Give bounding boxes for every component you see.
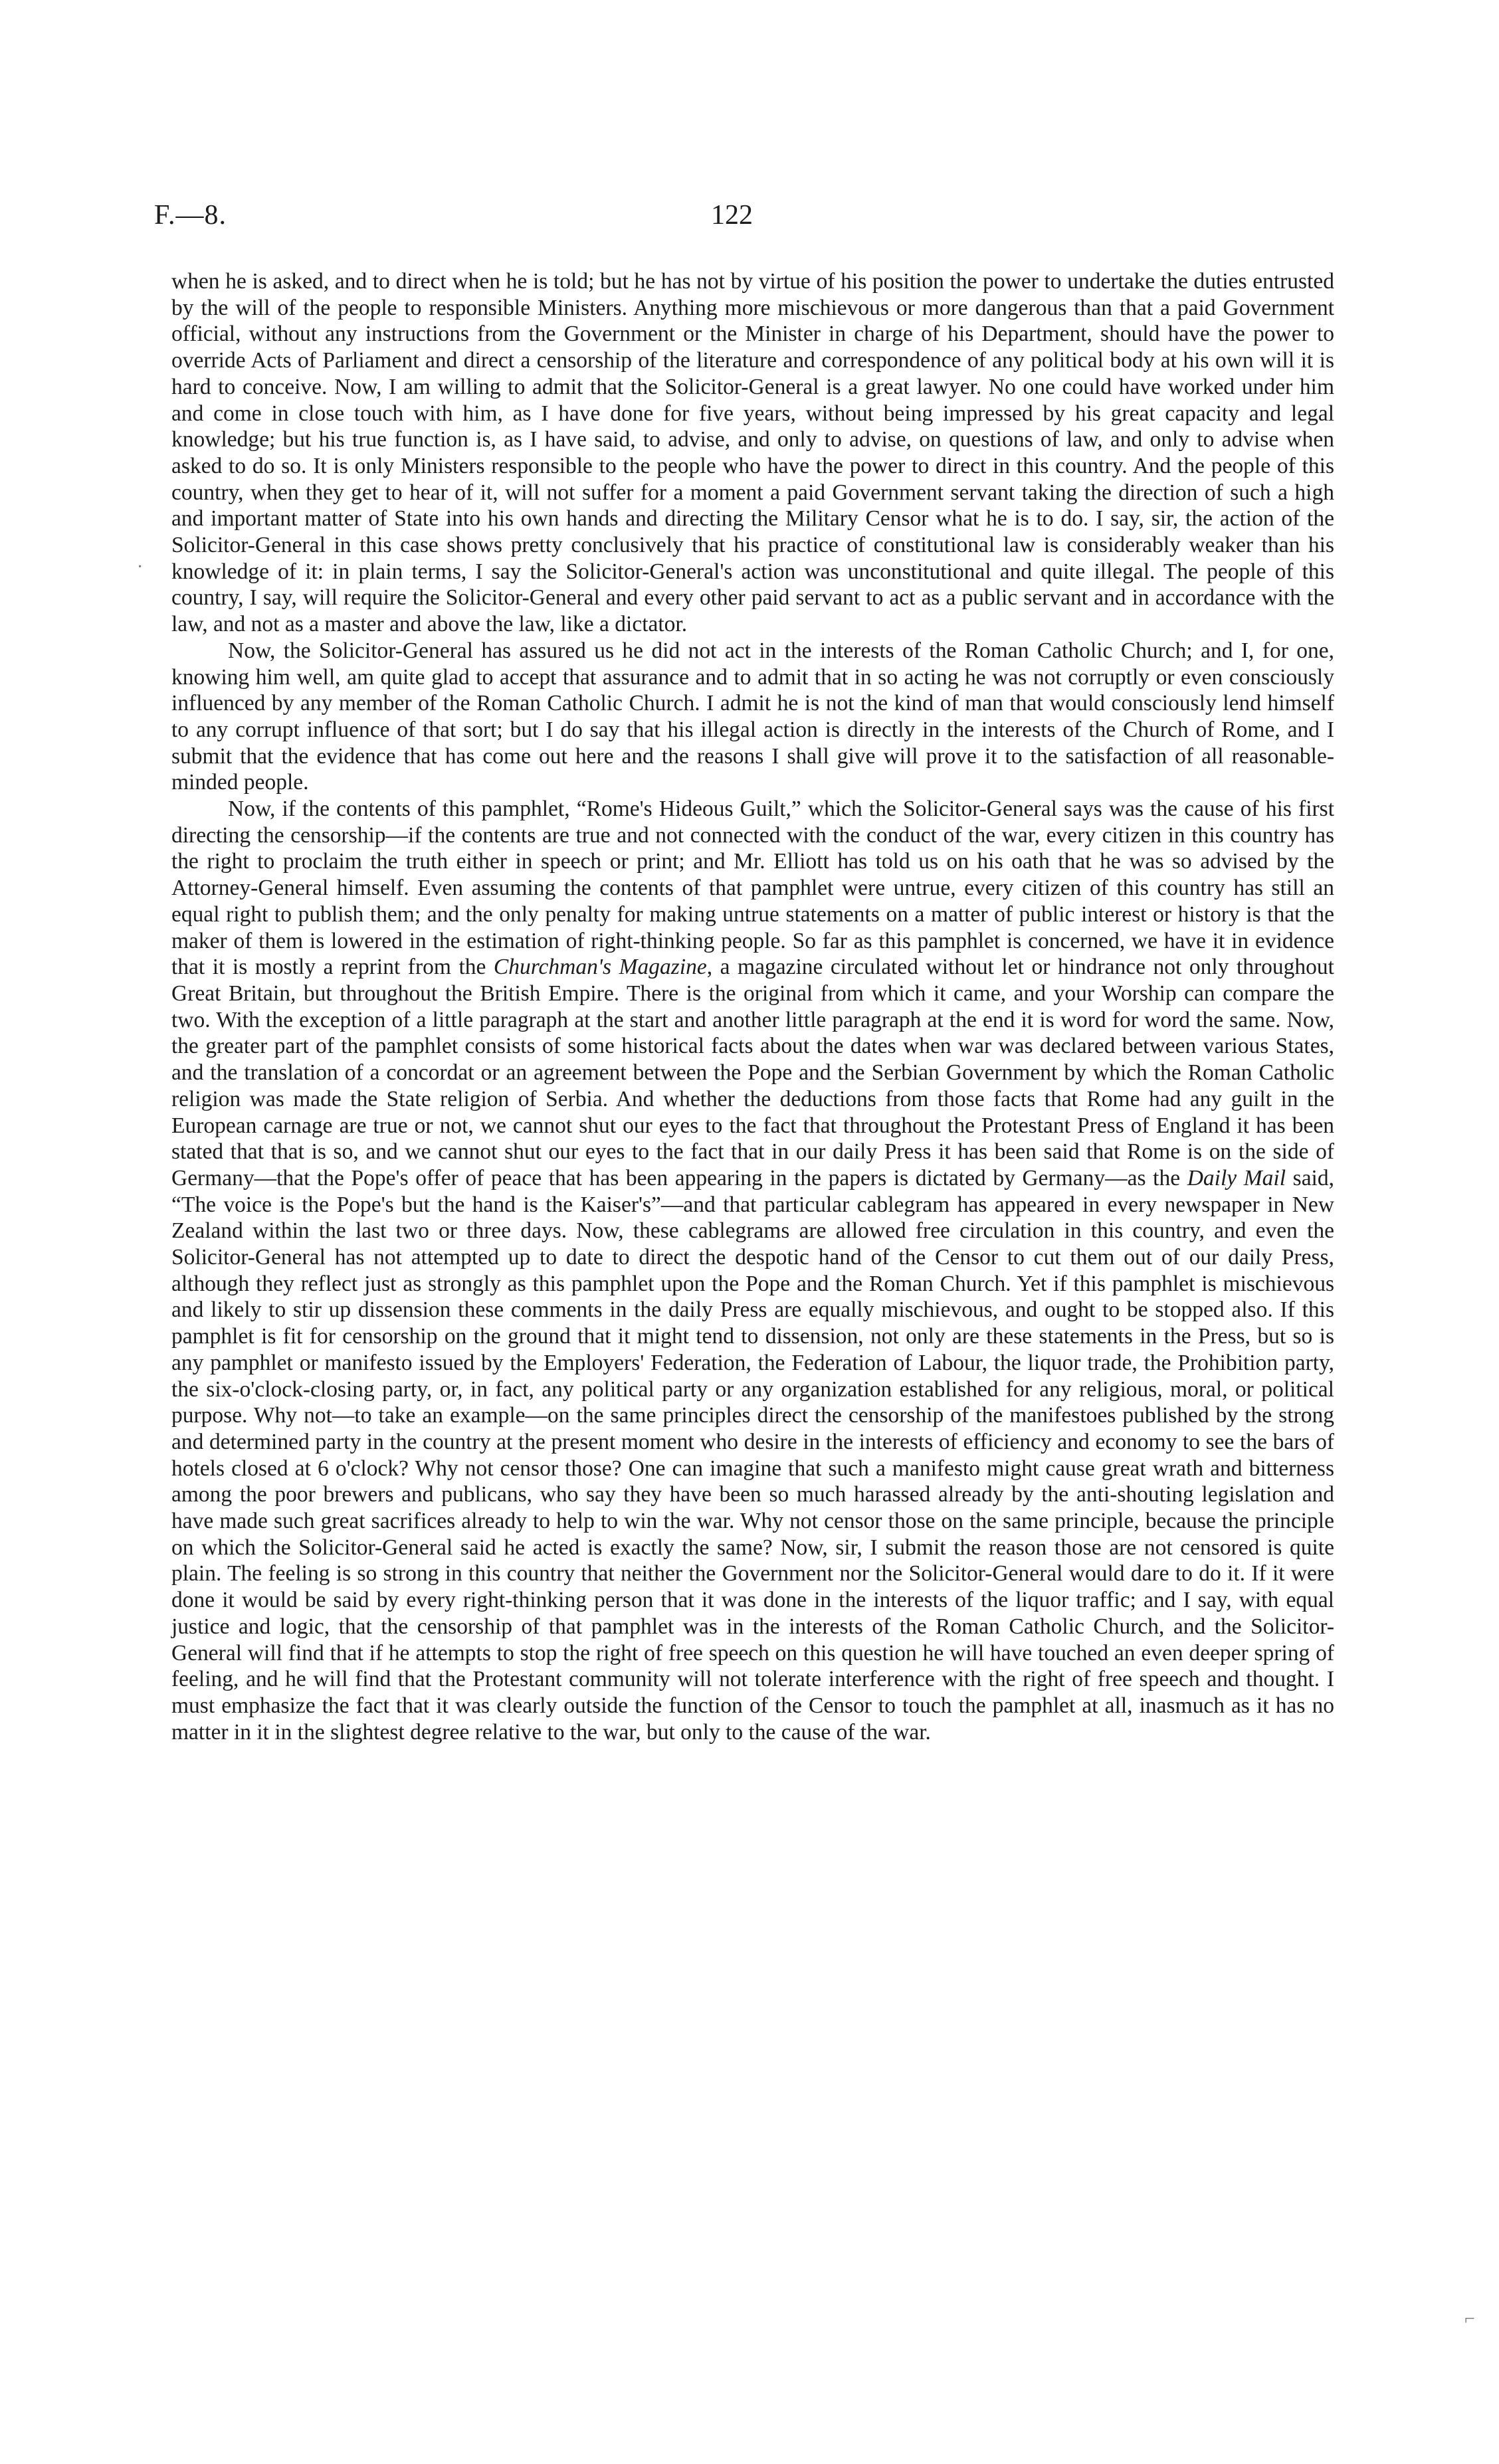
paragraph-3-text-b: , a magazine circulated without let or hindrance not only throughout Great Britain, but throughout the British Empire. There is the original from which it came, and your Worship can compare the two. With the exception of a little paragraph at the start and another little paragraph at the end it is word for word the same. Now, the greater part of the pamphlet consists of some historical facts about the dates when war was declared between various States, and the translation of a concordat or an agreement between the Pope and the Serbian Government by which the Roman Catholic religion was made the State religion of Serbia. And whether the deductions from those facts that Rome had any guilt in the European carnage are true or not, we cannot shut our eyes to the fact that throughout the Protestant Press of England it has been stated that that is so, and we cannot shut our eyes to the fact that in our daily Press it has been said that Rome is on the side of Germany—that the Pope's offer of peace that has been appearing in the papers is dictated by Germany—as the [171, 955, 1334, 1190]
page-header [0, 199, 1499, 239]
paragraph-3 [171, 796, 1334, 1745]
paragraph-2 [171, 638, 1334, 796]
paragraph-3-text-c: said, “The voice is the Pope's but the hand is the Kaiser's”—and that particular cablegram has appeared in every newspaper in New Zealand within the last two or three days. Now, these cablegrams are allowed free circulation in this country, and even the Solicitor-General has not attempted up to date to direct the despotic hand of the Censor to cut them out of our daily Press, although they reflect just as strongly as this pamphlet upon the Pope and the Roman Church. Yet if this pamphlet is mischievous and likely to stir up dissension these comments in the daily Press are equally mischievous, and ought to be stopped also. If this pamphlet is fit for censorship on the ground that it might tend to dissension, not only are these statements in the Press, but so is any pamphlet or manifesto issued by the Employers' Federation, the Federation of Labour, the liquor trade, the Prohibition party, the six-o'clock-closing party, or, in fact, any political party or any organization established for any religious, moral, or political purpose. Why not—to take an example—on the same principles direct the censorship of the manifestoes published by the strong and determined party in the country at the present moment who desire in the interests of efficiency and economy to see the bars of hotels closed at 6 o'clock? Why not censor those? One can imagine that such a manifesto might cause great wrath and bitterness among the poor brewers and publicans, who say they have been so much harassed already by the anti-shouting legislation and have made such great sacrifices already to help to win the war. Why not censor those on the same principle, because the principle on which the Solicitor-General said he acted is exactly the same? Now, sir, I submit the reason those are not censored is quite plain. The feeling is so strong in this country that neither the Government nor the Solicitor-General would dare to do it. If it were done it would be said by every right-thinking person that it was done in the interests of the liquor traffic; and I say, with equal justice and logic, that the censorship of that pamphlet was in the interests of the Roman Catholic Church, and the Solicitor-General will find that if he attempts to stop the right of free speech on this question he will have touched an even deeper spring of feeling, and he will find that the Protestant community will not tolerate interference with the right of free speech and thought. I must emphasize the fact that it was clearly outside the function of the Censor to touch the pamphlet at all, inasmuch as it has no matter in it in the slightest degree relative to the war, but only to the cause of the war. [171, 1165, 1334, 1745]
paragraph-1-text: when he is asked, and to direct when he is told; but he has not by virtue of his position the power to undertake the duties entrusted by the will of the people to responsible Ministers. Anything more mischievous or more dangerous than that a paid Government official, without any instructions from the Government or the Minister in charge of his Department, should have the power to override Acts of Parliament and direct a censorship of the literature and correspondence of any political body at his own will it is hard to conceive. Now, I am willing to admit that the Solicitor-General is a great lawyer. No one could have worked under him and come in close touch with him, as I have done for five years, without being impressed by his great capacity and legal knowledge; but his true function is, as I have said, to advise, and only to advise, on questions of law, and only to advise when asked to do so. It is only Ministers responsible to the people who have the power to direct in this country. And the people of this country, when they get to hear of it, will not suffer for a moment a paid Government servant taking the direction of such a high and important matter of State into his own hands and directing the Military Censor what he is to do. I say, sir, the action of the Solicitor-General in this case shows pretty conclusively that his practice of constitutional law is considerably weaker than his knowledge of it: in plain terms, I say the Solicitor-General's action was unconstitutional and quite illegal. The people of this country, I say, will require the Solicitor-General and every other paid servant to act as a public servant and in accordance with the law, and not as a master and above the law, like a dictator. [171, 269, 1334, 637]
paragraph-2-text: Now, the Solicitor-General has assured us he did not act in the interests of the Roman Catholic Church; and I, for one, knowing him well, am quite glad to accept that assurance and to admit that in so acting he was not corruptly or even consciously influenced by any member of the Roman Catholic Church. I admit he is not the kind of man that would consciously lend himself to any corrupt influence of that sort; but I do say that his illegal action is directly in the interests of the Church of Rome, and I submit that the evidence that has come out here and the reasons I shall give will prove it to the satisfaction of all reasonable-minded people. [171, 638, 1334, 795]
page-number: 122 [711, 200, 753, 231]
paragraph-1 [171, 268, 1334, 638]
margin-dot-mark: · [137, 557, 144, 577]
margin-scratch-mark: ⌐ [1464, 2309, 1475, 2329]
body-text [171, 268, 1334, 1745]
publication-title-daily-mail: Daily Mail [1187, 1165, 1286, 1190]
paragraph-3-text-a: Now, if the contents of this pamphlet, “Rome's Hideous Guilt,” which the Solicitor-General says was the cause of his first directing the censorship—if the contents are true and not connected with the conduct of the war, every citizen in this country has the right to proclaim the truth either in speech or print; and Mr. Elliott has told us on his oath that he was so advised by the Attorney-General himself. Even assuming the contents of that pamphlet were untrue, every citizen of this country has still an equal right to publish them; and the only penalty for making untrue statements on a matter of public interest or history is that the maker of them is lowered in the estimation of right-thinking people. So far as this pamphlet is concerned, we have it in evidence that it is mostly a reprint from the [171, 797, 1334, 980]
publication-title-churchmans-magazine: Churchman's Magazine [493, 955, 707, 980]
document-reference: F.—8. [154, 200, 227, 231]
